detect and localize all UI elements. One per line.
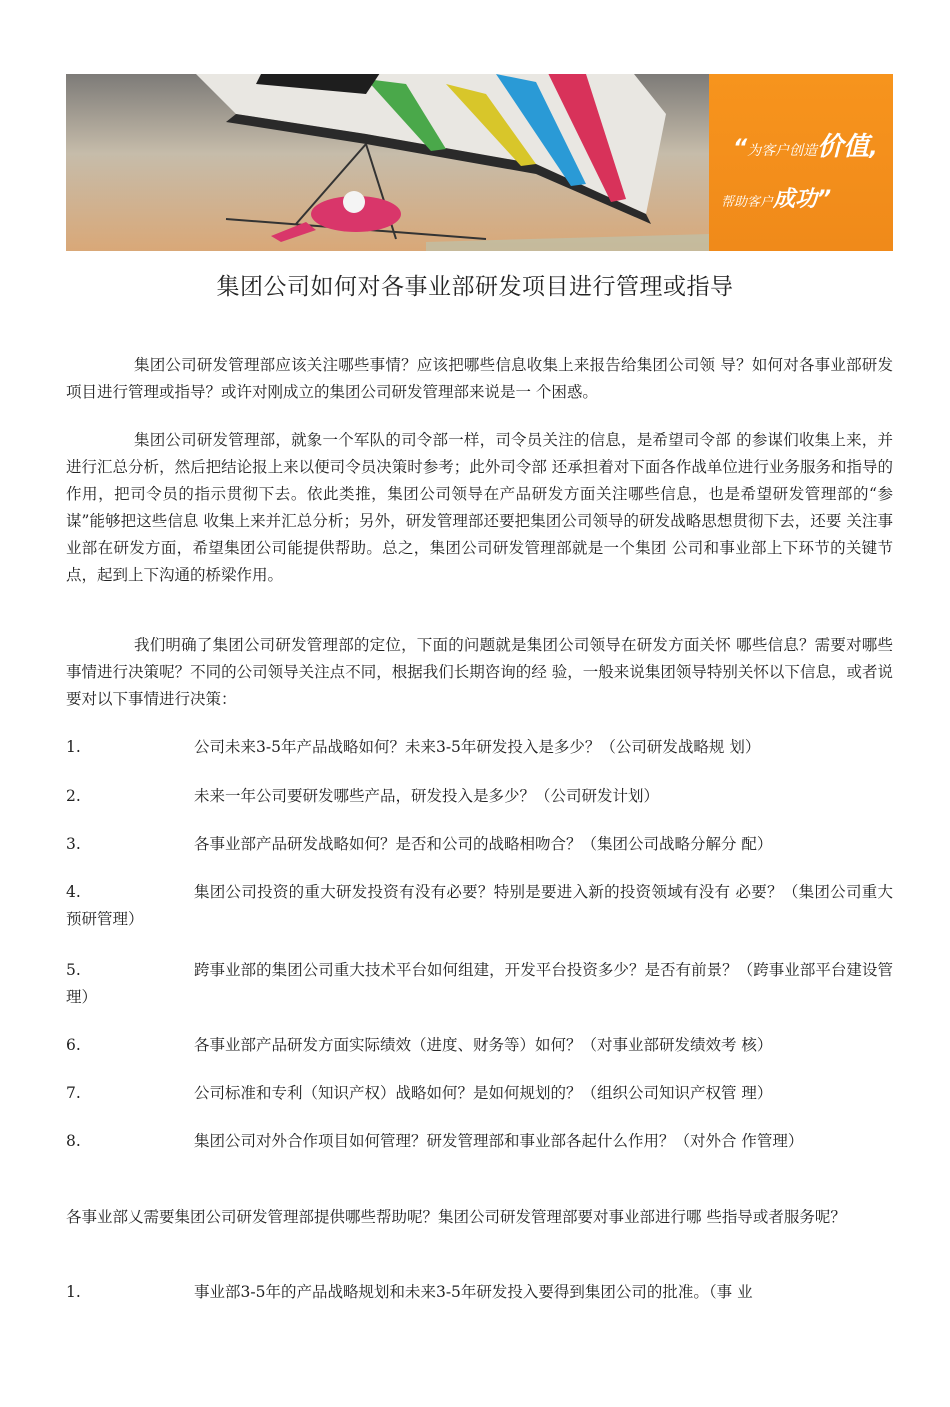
list-number: 3.: [66, 835, 81, 853]
list-item: [66, 831, 893, 858]
list-number: 5.: [66, 961, 81, 979]
list-item: [66, 1080, 893, 1107]
list-number: 6.: [66, 1036, 81, 1054]
slogan-line1-big: 价值: [817, 132, 870, 162]
slogan-line-2: [721, 182, 831, 213]
close-quote-icon: ”: [817, 187, 832, 212]
list-item: [66, 879, 893, 933]
list-item: [66, 1128, 893, 1155]
list-text: 集团公司对外合作项目如何管理？研发管理部和事业部各起什么作用？（对外合 作管理）: [194, 1132, 804, 1150]
hang-glider-illustration: [66, 74, 709, 251]
list-number: 7.: [66, 1084, 81, 1102]
list-text: 各事业部产品研发战略如何？是否和公司的战略相吻合？（集团公司战略分解分 配）: [194, 835, 773, 853]
list-number: 8.: [66, 1132, 81, 1150]
hang-glider-photo: [66, 74, 709, 251]
list-number: 2.: [66, 787, 81, 805]
list-item: [66, 783, 893, 810]
list-text: 事业部3-5年的产品战略规划和未来3-5年研发投入要得到集团公司的批准。（事 业: [194, 1283, 753, 1301]
slogan-panel: [709, 74, 893, 251]
list-number: 1.: [66, 738, 81, 756]
document-title: 集团公司如何对各事业部研发项目进行管理或指导: [216, 274, 734, 300]
list-item: [66, 1032, 893, 1059]
list-number: 1.: [66, 1283, 81, 1301]
list-item: [66, 734, 893, 761]
paragraph-4: 各事业部乂需要集团公司研发管理部提供哪些帮助呢？集团公司研发管理部要对事业部进行哪 些指导或者服务呢？: [66, 1208, 846, 1226]
list-text: 公司未来3-5年产品战略如何？未来3-5年研发投入是多少？（公司研发战略规 划）: [194, 738, 761, 756]
header-banner: [66, 74, 893, 251]
list-text: 公司标准和专利（知识产权）战略如何？是如何规划的？（组织公司知识产权管 理）: [194, 1084, 773, 1102]
list-number: 4.: [66, 883, 81, 901]
slogan-line1-small: 为客户创造: [747, 143, 818, 159]
list-text: 跨事业部的集团公司重大技术平台如何组建，开发平台投资多少？是否有前景？（跨事业部平台建设管理）: [66, 961, 893, 1006]
comma-mark: ,: [869, 136, 878, 161]
list-text: 未来一年公司要研发哪些产品，研发投入是多少？（公司研发计划）: [194, 787, 660, 805]
slogan-line2-small: 帮助客户: [721, 195, 774, 210]
paragraph-2: 集团公司研发管理部，就象一个军队的司令部一样，司令员关注的信息，是希望司令部 的参谋们收集上来，并进行汇总分析，然后把结论报上来以便司令员决策时参考；此外司令部 还承担着对下面各作战单位进行业务服务和指导的作用，把司令员的指示贯彻下去。依此类推，集团公司领导在产品研发方面关注哪些信息，也是希望研发管理部的“参谋”能够把这些信息 收集上来并汇总分析；另外，研发管理部还要把集团公司领导的研发战略思想贯彻下去，还要 关注事业部在研发方面，希望集团公司能提供帮助。总之，集团公司研发管理部就是一个集团 公司和事业部上下环节的关键节点，起到上下沟通的桥梁作用。: [66, 431, 893, 584]
list-text: 集团公司投资的重大研发投资有没有必要？特别是要进入新的投资领域有没有 必要？（集团公司重大预研管理）: [66, 883, 893, 928]
slogan-line-1: [733, 126, 878, 163]
list-text: 各事业部产品研发方面实际绩效（进度、财务等）如何？（对事业部研发绩效考 核）: [194, 1036, 773, 1054]
slogan-line2-big: 成功: [773, 187, 818, 212]
paragraph-3: 我们明确了集团公司研发管理部的定位，下面的问题就是集团公司领导在研发方面关怀 哪些信息？需要对哪些事情进行决策呢？不同的公司领导关注点不同，根据我们长期咨询的经 验，一般来说集团领导特别关怀以下信息，或者说要对以下事情进行决策：: [66, 636, 893, 708]
list-item: [66, 957, 893, 1011]
list-item: [66, 1279, 893, 1306]
paragraph-1: 集团公司研发管理部应该关注哪些事情？应该把哪些信息收集上来报告给集团公司领 导？如何对各事业部研发项目进行管理或指导？或许对刚成立的集团公司研发管理部来说是一 个困惑。: [66, 356, 893, 401]
open-quote-icon: “: [733, 136, 748, 161]
